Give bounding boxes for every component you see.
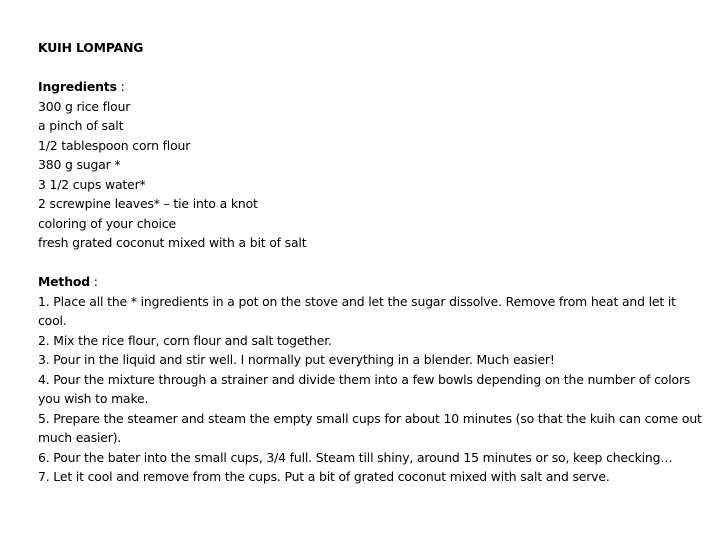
- ingredients-heading-label: Ingredients: [38, 79, 117, 94]
- ingredient-item: 3 1/2 cups water*: [38, 176, 146, 192]
- ingredient-item: 1/2 tablespoon corn flour: [38, 137, 191, 153]
- method-heading: [38, 272, 706, 292]
- method-step: 7. Let it cool and remove from the cups. Put a bit of grated coconut mixed with salt and serve.: [38, 469, 610, 484]
- spacer: [38, 253, 706, 273]
- method-step: 6. Pour the bater into the small cups, 3/4 full. Steam till shiny, around 15 minutes or so, keep checking…: [38, 449, 673, 465]
- ingredients-heading: [38, 77, 706, 97]
- ingredients-heading-separator: :: [116, 79, 125, 94]
- recipe-title: KUIH LOMPANG: [38, 40, 144, 55]
- ingredient-item: coloring of your choice: [38, 215, 176, 231]
- method-step: 3. Pour in the liquid and stir well. I normally put everything in a blender. Much easier!: [38, 352, 555, 367]
- method-heading-label: Method: [38, 274, 90, 289]
- ingredient-item: a pinch of salt: [38, 118, 124, 133]
- method-heading-separator: :: [89, 274, 98, 289]
- method-step: 5. Prepare the steamer and steam the empty small cups for about 10 minutes (so that the kuih can come out much easier).: [38, 410, 702, 445]
- method-step: 4. Pour the mixture through a strainer and divide them into a few bowls depending on the number of colors you wish to make.: [38, 371, 691, 406]
- ingredient-item: fresh grated coconut mixed with a bit of salt: [38, 235, 307, 250]
- recipe-document: [38, 38, 706, 487]
- method-step: 1. Place all the * ingredients in a pot on the stove and let the sugar dissolve. Remove from heat and let it cool.: [38, 293, 676, 328]
- ingredient-item: 2 screwpine leaves* – tie into a knot: [38, 196, 258, 211]
- ingredient-item: 300 g rice flour: [38, 98, 131, 114]
- spacer: [38, 58, 706, 78]
- method-steps: [38, 292, 706, 487]
- ingredients-list: [38, 97, 706, 253]
- ingredient-item: 380 g sugar *: [38, 157, 121, 172]
- method-step: 2. Mix the rice flour, corn flour and salt together.: [38, 332, 332, 348]
